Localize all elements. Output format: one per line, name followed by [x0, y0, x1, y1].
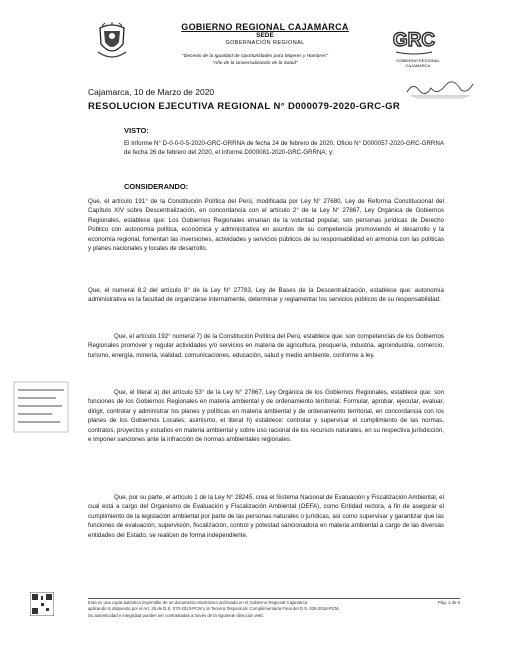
side-visa-stamp-icon	[12, 378, 70, 436]
resolution-title: RESOLUCION EJECUTIVA REGIONAL N° D000079-2020-GRC-GR	[88, 101, 401, 112]
footer-divider	[88, 598, 460, 599]
considerando-paragraph-2: Que, el numeral 8.2 del artículo 8° de la Ley N° 27783, Ley de Bases de la Descentralización, establece que: autonomía administrativa es la facultad de organizarse internamente, determinar y reglamentar los servicios públicos de su responsabilidad.	[88, 287, 444, 304]
considerando-heading: CONSIDERANDO:	[124, 182, 189, 191]
considerando-paragraph-1: Que, el artículo 191° de la Constitución Política del Perú, modificada por Ley N° 27680, Ley de Reforma Constitucional del Capítulo XIV sobre Descentralización, en concordancia con el artículo 2° de la Ley N° 27867, Ley Orgánica de Gobiernos Regionales, establece que: Los Gobiernos Regionales emanan de la voluntad popular, son personas jurídicas de Derecho Público con autonomía política, económica y administrativa en asuntos de su competencia promoviendo el desarrollo y la economía regional, fomentan las inversiones, actividades y servicios públicos de su responsabilidad en armonía con las políticas y planes nacionales y locales de desarrollo.	[88, 198, 444, 253]
footer-authenticity-text: Esta es una copia auténtica imprimible de un documento electrónico archivado en el Gobierno Regional Cajamarca	[88, 600, 308, 605]
government-title: GOBIERNO REGIONAL CAJAMARCA	[181, 22, 349, 32]
footer-verification-text: Su autenticidad e integridad pueden ser contrastadas a través de la siguiente dirección web:	[88, 612, 264, 618]
city-date: Cajamarca, 10 de Marzo de 2020	[88, 87, 215, 97]
year-motto: "Año de la Universalización de la Salud"	[212, 61, 298, 66]
footer	[88, 600, 460, 619]
gobernacion-label: GOBERNACIÓN REGIONAL	[225, 40, 305, 46]
footer-page-number: Pág. 1 de 6	[438, 600, 460, 605]
visto-heading: VISTO:	[124, 126, 149, 135]
logo-text: GRC	[392, 30, 436, 51]
signature-stamp-icon	[405, 78, 475, 100]
sede-label: SEDE	[256, 32, 274, 39]
decade-motto: "Decenio de la Igualdad de Oportunidades para Mujeres y Hombres"	[182, 54, 328, 59]
considerando-paragraph-5: Que, por su parte, el artículo 1 de la Ley N° 28245, crea el Sistema Nacional de Evaluación y Fiscalización Ambiental, el cual está a cargo del Organismo de Evaluación y Fiscalización Ambiental (OEFA), como Entidad rectora, a fin de asegurar el cumplimiento de la legislación ambiental por parte de las personas naturales o jurídicas, así como supervisar y garantizar que las funciones de evaluación, supervisión, fiscalización, control y potestad sancionadora en materia ambiental a cargo de las diversas entidades del Estado, se realicen de forma independiente,	[88, 494, 444, 539]
considerando-paragraph-4: Que, el literal a) del artículo 53° de la Ley N° 27867, Ley Orgánica de los Gobiernos Regionales, establece que: son funciones de los Gobiernos Regionales en materia ambiental y de ordenamiento territorial: Formular, aprobar, ejecutar, evaluar, dirigir, controlar y administrar los planes y políticas en materia ambiental y de ordenamiento territorial, en concordancia con los planes de los Gobiernos Locales; asimismo, el literal h) establece: controlar y supervisar el cumplimiento de las normas, contratos, proyectos y estudios en materia ambiental y sobre uso racional de los recursos naturales, en su respectiva jurisdicción, e imponer sanciones ante la infracción de normas ambientales regionales.	[88, 389, 444, 444]
considerando-paragraph-3: Que, el artículo 192° numeral 7) de la Constitución Política del Perú, establece que: son competencias de los Gobiernos Regionales promover y regular actividades y/o servicios en materia de agricultura, pesquería, industria, agroindustria, comercio, turismo, energía, minería, vialidad, comunicaciones, educación, salud y medio ambiente, conforme a ley.	[88, 333, 444, 359]
qr-code-icon	[30, 592, 54, 616]
visto-text: El Informe N° D-0-0-0-5-2020-GRC-GRRNA de fecha 24 de febrero de 2020, Oficio N° D000057-2020-GRC-GRRNA de fecha 26 de febrero del 2020, el Informe D000081-2020-GRC-GRRNA; y;	[124, 140, 444, 157]
footer-legal-basis: aplicando lo dispuesto por el Art. 25 de D.S. 070-2013-PCM y la Tercera Disposición Complementaria Final del D.S. 026-2016-PCM.	[88, 606, 340, 612]
grc-logo-icon	[392, 22, 436, 58]
logo-caption: GOBIERNO REGIONAL CAJAMARCA	[396, 58, 440, 68]
